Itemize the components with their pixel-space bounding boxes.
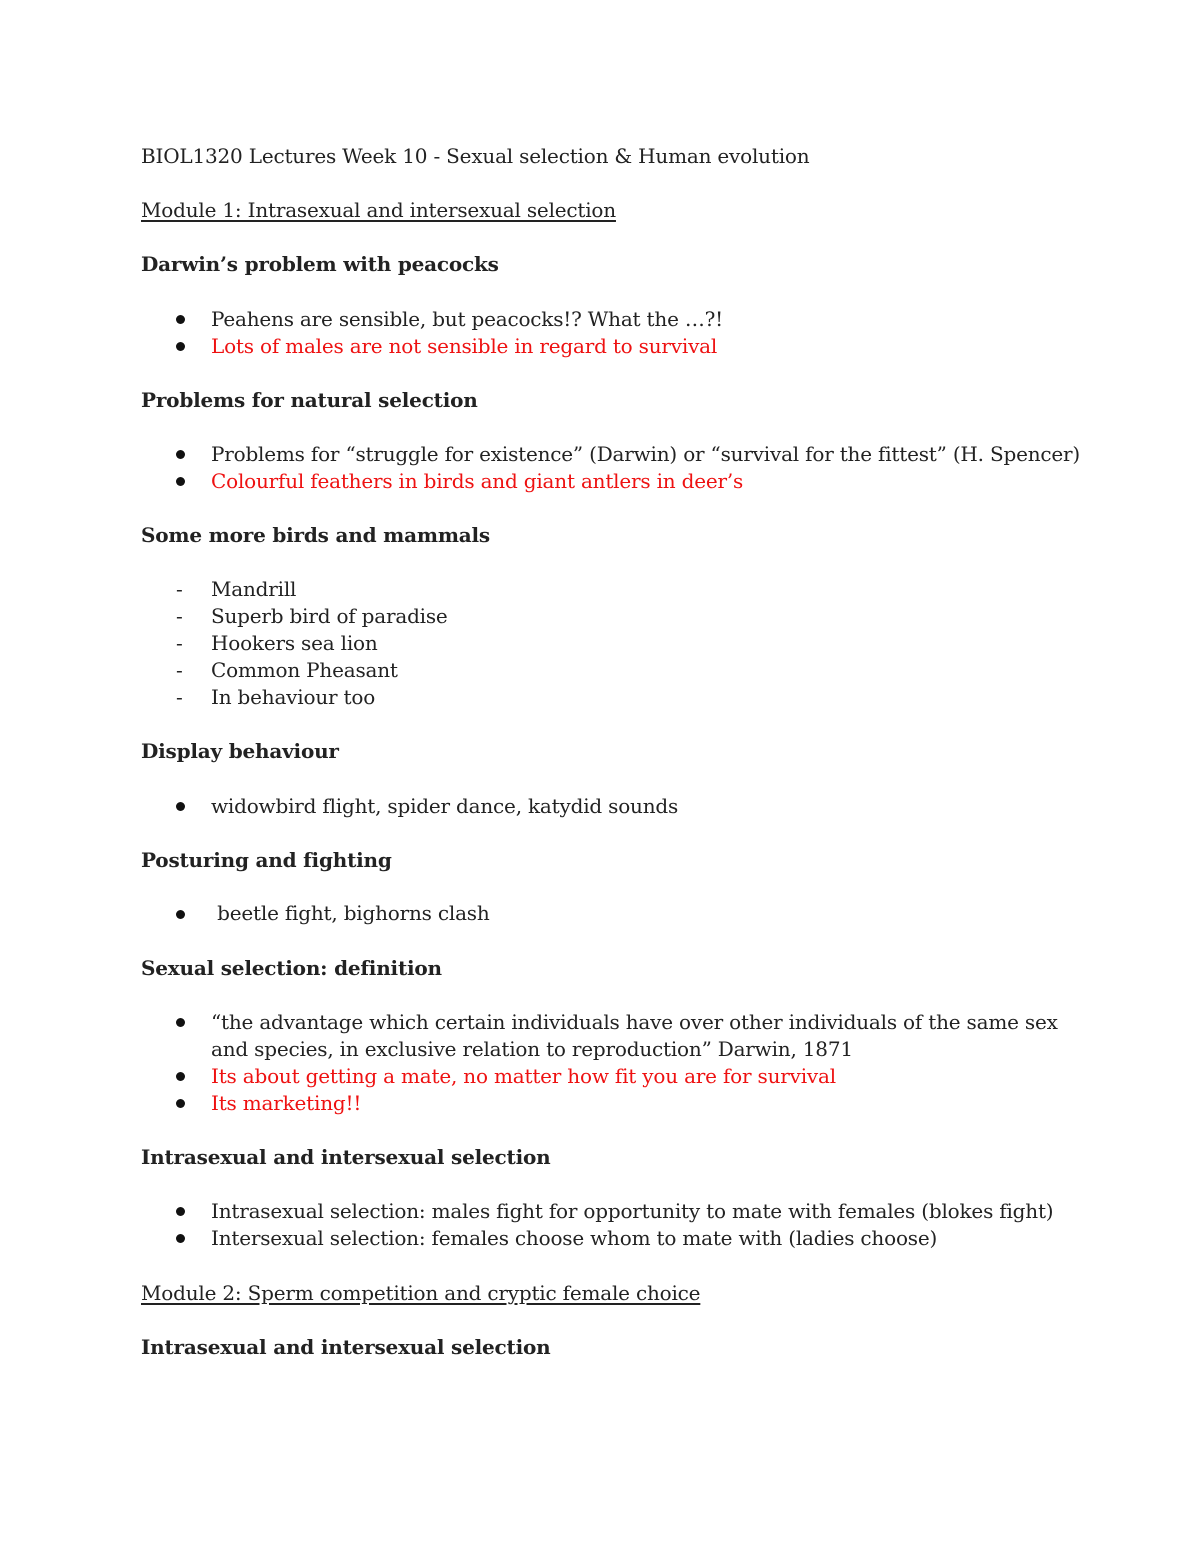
section-heading: Darwin’s problem with peacocks xyxy=(141,252,499,276)
module-1-title: Module 1: Intrasexual and intersexual selection xyxy=(141,198,616,222)
bullet-icon xyxy=(176,1207,185,1216)
section-heading: Display behaviour xyxy=(141,739,339,763)
list-item: Mandrill xyxy=(211,577,297,601)
list-item: “the advantage which certain individuals have over other individuals of the same sex and species, in exclusive relation to reproduction” Darwin, 1871 xyxy=(211,1010,1058,1061)
list-item: Intersexual selection: females choose whom to mate with (ladies choose) xyxy=(211,1226,938,1250)
list-item: Superb bird of paradise xyxy=(211,604,448,628)
list-item-highlighted: Lots of males are not sensible in regard to survival xyxy=(211,334,718,358)
bullet-icon xyxy=(176,315,185,324)
list-item: In behaviour too xyxy=(211,685,376,709)
list-item: Problems for “struggle for existence” (Darwin) or “survival for the fittest” (H. Spencer) xyxy=(211,442,1080,466)
section-heading: Posturing and fighting xyxy=(141,848,392,872)
document-title: BIOL1320 Lectures Week 10 - Sexual selection & Human evolution xyxy=(141,144,810,168)
list-item-highlighted: Its about getting a mate, no matter how fit you are for survival xyxy=(211,1064,836,1088)
bullet-icon xyxy=(176,1072,185,1081)
section-heading: Sexual selection: definition xyxy=(141,956,442,980)
dash-icon: - xyxy=(176,577,183,601)
list-item: Intrasexual selection: males fight for opportunity to mate with females (blokes fight) xyxy=(211,1199,1054,1223)
section-heading: Problems for natural selection xyxy=(141,388,478,412)
bullet-icon xyxy=(176,477,185,486)
section-heading: Some more birds and mammals xyxy=(141,523,490,547)
bullet-icon xyxy=(176,1234,185,1243)
list-item: Hookers sea lion xyxy=(211,631,378,655)
module-2-title: Module 2: Sperm competition and cryptic female choice xyxy=(141,1281,701,1305)
dash-icon: - xyxy=(176,685,183,709)
bullet-icon xyxy=(176,802,185,811)
list-item: Common Pheasant xyxy=(211,658,398,682)
list-item-highlighted: Colourful feathers in birds and giant antlers in deer’s xyxy=(211,469,744,493)
dash-icon: - xyxy=(176,604,183,628)
bullet-icon xyxy=(176,342,185,351)
bullet-icon xyxy=(176,910,185,919)
dash-icon: - xyxy=(176,658,183,682)
bullet-icon xyxy=(176,1018,185,1027)
dash-icon: - xyxy=(176,631,183,655)
bullet-icon xyxy=(176,450,185,459)
section-heading: Intrasexual and intersexual selection xyxy=(141,1145,551,1169)
list-item: beetle fight, bighorns clash xyxy=(211,901,490,925)
bullet-icon xyxy=(176,1099,185,1108)
list-item: Peahens are sensible, but peacocks!? What the …?! xyxy=(211,307,724,331)
list-item: widowbird flight, spider dance, katydid sounds xyxy=(211,794,679,818)
section-heading: Intrasexual and intersexual selection xyxy=(141,1335,551,1359)
list-item-highlighted: Its marketing!! xyxy=(211,1091,362,1115)
